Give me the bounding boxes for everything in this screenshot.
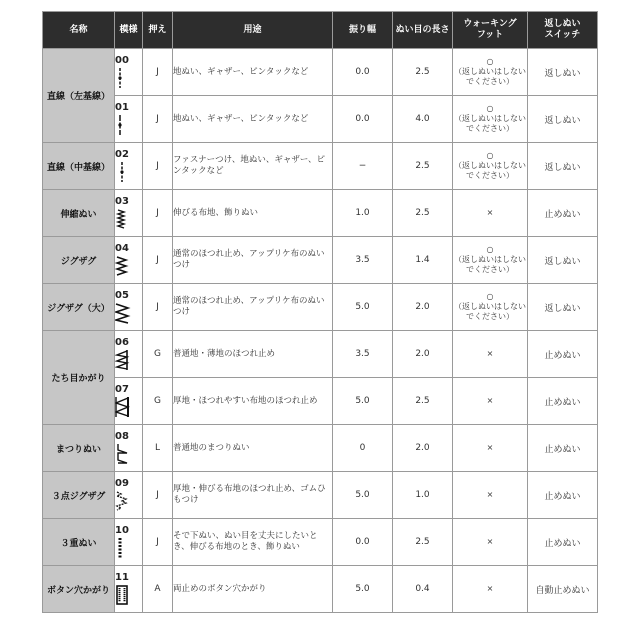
width-cell: 0.0: [333, 96, 393, 143]
pattern-cell: [115, 49, 143, 96]
reverse-cell: 返しぬい: [528, 284, 598, 331]
group-name: たち目かがり: [43, 331, 115, 425]
use-cell: 普通地・薄地のほつれ止め: [173, 331, 333, 378]
group-name: 直線（中基線）: [43, 143, 115, 190]
pattern-number: 07: [115, 384, 129, 395]
reverse-cell: 自動止めぬい: [528, 566, 598, 613]
walking-cell: [453, 425, 528, 472]
width-cell: 5.0: [333, 284, 393, 331]
walking-cell: [453, 566, 528, 613]
use-cell: 両止めのボタン穴かがり: [173, 566, 333, 613]
foot-cell: J: [143, 143, 173, 190]
walking-note: （返しぬいはしないでください）: [454, 255, 526, 274]
width-cell: 1.0: [333, 190, 393, 237]
length-cell: 1.0: [393, 472, 453, 519]
length-cell: 2.5: [393, 143, 453, 190]
reverse-cell: 止めぬい: [528, 425, 598, 472]
group-name: ３点ジグザグ: [43, 472, 115, 519]
pattern-cell: [115, 378, 143, 425]
pattern-number: 01: [115, 102, 129, 113]
table-row: [43, 49, 598, 96]
group-name: 伸縮ぬい: [43, 190, 115, 237]
pattern-number: 04: [115, 243, 129, 254]
foot-cell: J: [143, 284, 173, 331]
overcast-stitch-icon: [115, 349, 142, 371]
group-name: 直線（左基線）: [43, 49, 115, 143]
group-name: ジグザグ: [43, 237, 115, 284]
pattern-number: 09: [115, 478, 129, 489]
pattern-number: 02: [115, 149, 129, 160]
width-cell: 3.5: [333, 331, 393, 378]
reverse-cell: 止めぬい: [528, 190, 598, 237]
table-row: [43, 331, 598, 378]
table-row: [43, 472, 598, 519]
heavy-overcast-stitch-icon: [115, 396, 142, 418]
header-name: 名称: [43, 12, 115, 49]
walking-mark: ○: [486, 104, 494, 113]
width-cell: 5.0: [333, 378, 393, 425]
pattern-cell: [115, 331, 143, 378]
pattern-cell: [115, 96, 143, 143]
pattern-cell: [115, 237, 143, 284]
use-cell: ファスナーつけ、地ぬい、ギャザー、ピンタックなど: [173, 143, 333, 190]
table-row: [43, 425, 598, 472]
header-pattern: 模様: [115, 12, 143, 49]
walking-mark: ×: [486, 537, 494, 546]
width-cell: 5.0: [333, 472, 393, 519]
use-cell: 厚地・伸びる布地のほつれ止め、ゴムひもつけ: [173, 472, 333, 519]
walking-cell: [453, 519, 528, 566]
pattern-number: 10: [115, 525, 129, 536]
table-row: [43, 284, 598, 331]
straight-center-stitch-icon: [115, 161, 142, 183]
length-cell: 4.0: [393, 96, 453, 143]
triple-stitch-icon: [115, 537, 142, 559]
table-row: [43, 237, 598, 284]
reverse-cell: 返しぬい: [528, 143, 598, 190]
reverse-cell: 止めぬい: [528, 519, 598, 566]
length-cell: 2.5: [393, 378, 453, 425]
header-walking: ウォーキング フット: [453, 12, 528, 49]
use-cell: 普通地のまつりぬい: [173, 425, 333, 472]
walking-cell: [453, 190, 528, 237]
width-cell: 0: [333, 425, 393, 472]
walking-cell: [453, 284, 528, 331]
pattern-number: 06: [115, 337, 129, 348]
group-name: ジグザグ（大）: [43, 284, 115, 331]
stretch-stitch-icon: [115, 208, 142, 230]
table-row: [43, 519, 598, 566]
walking-mark: ×: [486, 443, 494, 452]
header-foot: 押え: [143, 12, 173, 49]
table-row: [43, 566, 598, 613]
width-cell: 3.5: [333, 237, 393, 284]
group-name: まつりぬい: [43, 425, 115, 472]
width-cell: 0.0: [333, 49, 393, 96]
walking-mark: ○: [486, 151, 494, 160]
pattern-cell: [115, 425, 143, 472]
foot-cell: J: [143, 519, 173, 566]
table-row: [43, 378, 598, 425]
length-cell: 2.0: [393, 331, 453, 378]
length-cell: 2.5: [393, 190, 453, 237]
header-width: 振り幅: [333, 12, 393, 49]
pattern-number: 08: [115, 431, 129, 442]
walking-mark: ×: [486, 490, 494, 499]
reverse-cell: 返しぬい: [528, 237, 598, 284]
reverse-cell: 止めぬい: [528, 472, 598, 519]
walking-mark: ○: [486, 245, 494, 254]
table-row: [43, 143, 598, 190]
walking-mark: ×: [486, 208, 494, 217]
header-reverse: 返しぬい スイッチ: [528, 12, 598, 49]
foot-cell: J: [143, 49, 173, 96]
group-name: ボタン穴かがり: [43, 566, 115, 613]
walking-cell: [453, 49, 528, 96]
use-cell: 伸びる布地、飾りぬい: [173, 190, 333, 237]
length-cell: 1.4: [393, 237, 453, 284]
use-cell: そで下ぬい、ぬい目を丈夫にしたいとき、伸びる布地のとき、飾りぬい: [173, 519, 333, 566]
header-length: ぬい目の長さ: [393, 12, 453, 49]
pattern-cell: [115, 566, 143, 613]
walking-note: （返しぬいはしないでください）: [454, 114, 526, 133]
buttonhole-stitch-icon: [115, 584, 142, 606]
three-point-zigzag-icon: [115, 490, 142, 512]
reverse-cell: 止めぬい: [528, 378, 598, 425]
length-cell: 2.0: [393, 284, 453, 331]
pattern-number: 00: [115, 55, 129, 66]
use-cell: 通常のほつれ止め、アップリケ布のぬいつけ: [173, 237, 333, 284]
reverse-cell: 止めぬい: [528, 331, 598, 378]
pattern-cell: [115, 284, 143, 331]
straight-left-stitch-icon: [115, 67, 142, 89]
wide-zigzag-stitch-icon: [115, 302, 142, 324]
reverse-cell: 返しぬい: [528, 96, 598, 143]
table-row: [43, 96, 598, 143]
walking-note: （返しぬいはしないでください）: [454, 67, 526, 86]
group-name: ３重ぬい: [43, 519, 115, 566]
walking-mark: ×: [486, 584, 494, 593]
use-cell: 通常のほつれ止め、アップリケ布のぬいつけ: [173, 284, 333, 331]
foot-cell: L: [143, 425, 173, 472]
table-row: [43, 190, 598, 237]
reverse-cell: 返しぬい: [528, 49, 598, 96]
header-use: 用途: [173, 12, 333, 49]
walking-cell: [453, 96, 528, 143]
walking-cell: [453, 237, 528, 284]
pattern-number: 03: [115, 196, 129, 207]
pattern-cell: [115, 472, 143, 519]
length-cell: 2.0: [393, 425, 453, 472]
use-cell: 厚地・ほつれやすい布地のほつれ止め: [173, 378, 333, 425]
width-cell: 0.0: [333, 519, 393, 566]
pattern-cell: [115, 190, 143, 237]
walking-mark: ×: [486, 396, 494, 405]
walking-mark: ○: [486, 57, 494, 66]
pattern-cell: [115, 519, 143, 566]
length-cell: 2.5: [393, 49, 453, 96]
pattern-number: 05: [115, 290, 129, 301]
stitch-table: [42, 11, 598, 613]
walking-note: （返しぬいはしないでください）: [454, 161, 526, 180]
foot-cell: G: [143, 378, 173, 425]
walking-cell: [453, 472, 528, 519]
pattern-number: 11: [115, 572, 129, 583]
use-cell: 地ぬい、ギャザー、ピンタックなど: [173, 49, 333, 96]
walking-note: （返しぬいはしないでください）: [454, 302, 526, 321]
straight-left-stitch-icon: [115, 114, 142, 136]
foot-cell: G: [143, 331, 173, 378]
walking-cell: [453, 378, 528, 425]
walking-cell: [453, 331, 528, 378]
foot-cell: J: [143, 190, 173, 237]
width-cell: −: [333, 143, 393, 190]
length-cell: 0.4: [393, 566, 453, 613]
foot-cell: A: [143, 566, 173, 613]
header-row: [43, 12, 598, 49]
width-cell: 5.0: [333, 566, 393, 613]
foot-cell: J: [143, 472, 173, 519]
use-cell: 地ぬい、ギャザー、ピンタックなど: [173, 96, 333, 143]
foot-cell: J: [143, 96, 173, 143]
foot-cell: J: [143, 237, 173, 284]
walking-mark: ○: [486, 292, 494, 301]
walking-mark: ×: [486, 349, 494, 358]
zigzag-stitch-icon: [115, 255, 142, 277]
blind-hem-stitch-icon: [115, 443, 142, 465]
length-cell: 2.5: [393, 519, 453, 566]
pattern-cell: [115, 143, 143, 190]
walking-cell: [453, 143, 528, 190]
